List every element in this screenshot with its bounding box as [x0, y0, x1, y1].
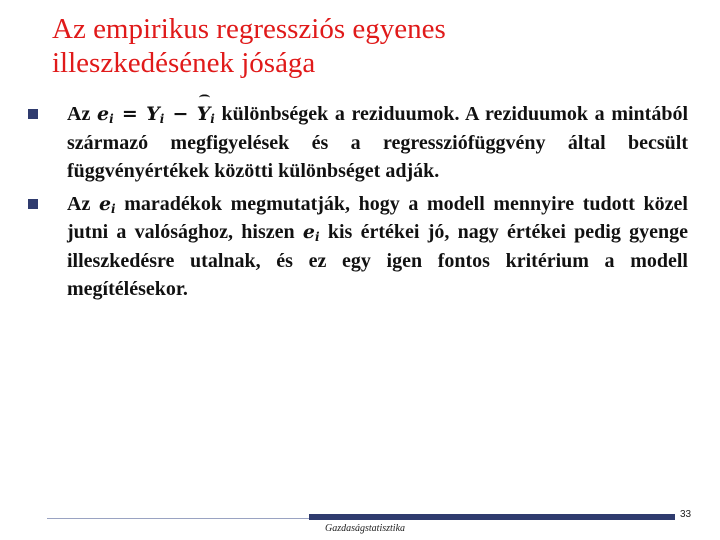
formula-y-hat: Y	[197, 100, 211, 129]
bullet-lead-text: Az	[67, 192, 99, 215]
bullet-item-residuals-meaning	[28, 190, 688, 304]
residual-variable	[303, 221, 320, 243]
formula-minus: −	[164, 103, 197, 125]
bullet-item-residuals-definition	[28, 100, 688, 186]
variable-e-subscript: i	[111, 201, 116, 216]
formula-y-hat-subscript: i	[210, 112, 215, 126]
slide-title-line-1: Az empirikus regressziós egyenes	[52, 13, 446, 45]
variable-e-subscript: i	[315, 230, 320, 244]
residual-variable	[99, 193, 116, 215]
slide-title-line-2: illeszkedésének jósága	[52, 47, 316, 79]
bullet-body-text: különbségek a reziduumok. A reziduumok a mintából származó megfigyelések és a regressziófüggvény által becsült függvényértékek közötti különbséget adják.	[67, 103, 689, 182]
formula-e-subscript: i	[109, 112, 114, 126]
residual-formula	[97, 103, 215, 125]
formula-equals: =	[113, 103, 147, 125]
footer-caption: Gazdaságstatisztika	[325, 523, 406, 534]
bullet-list	[28, 100, 688, 308]
formula-y: Y	[146, 103, 160, 125]
footer-accent-bar	[309, 514, 675, 520]
variable-e: e	[98, 192, 112, 215]
variable-e: e	[302, 221, 315, 243]
bullet-body-text: kis értékei jó, nagy értékei pedig gyenge illeszkedésre utalnak, és ez egy igen fontos kritérium a modell megítélésekor.	[67, 221, 688, 300]
square-bullet-icon	[28, 109, 38, 119]
formula-y-subscript: i	[159, 112, 165, 126]
bullet-mid-text: maradékok megmutatják, hogy a modell mennyire tudott közel jutni a valósághoz, hiszen	[67, 192, 688, 243]
square-bullet-icon	[28, 199, 38, 209]
formula-e: e	[96, 103, 110, 125]
page-number: 33	[680, 509, 692, 520]
bullet-lead-text: Az	[67, 103, 97, 125]
slide-title	[52, 12, 692, 80]
footer-divider-line	[47, 518, 309, 519]
